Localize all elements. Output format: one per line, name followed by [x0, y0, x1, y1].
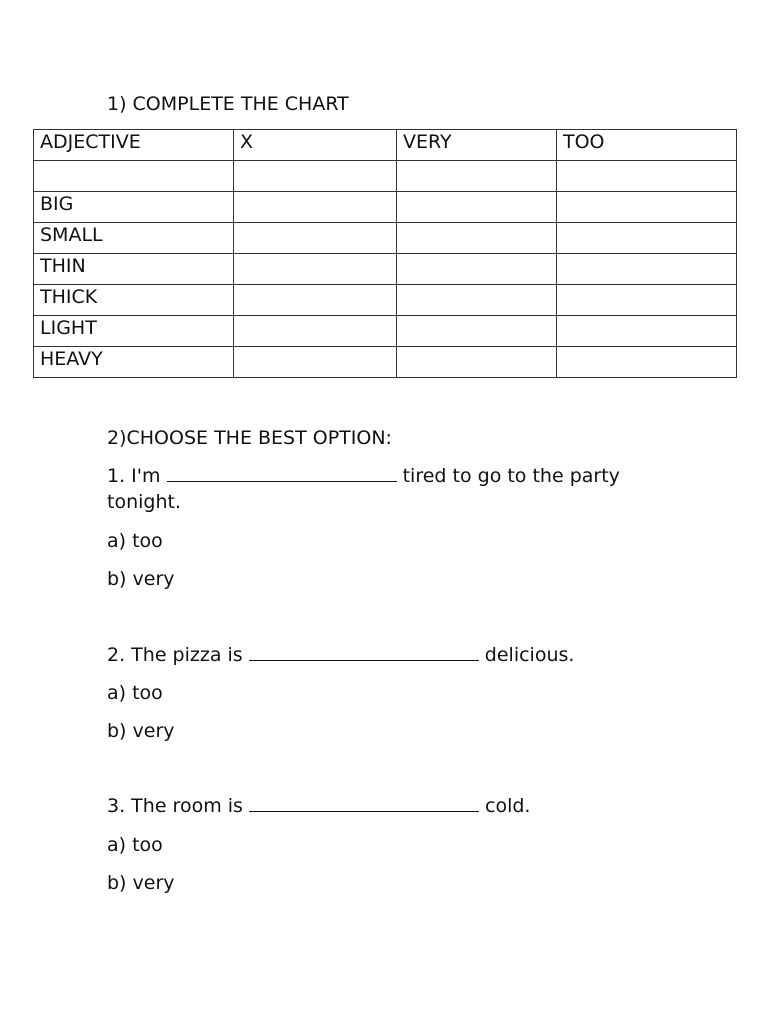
- header-too: TOO: [557, 130, 737, 161]
- question-text-after: tired to go to the party tonight.: [107, 465, 620, 513]
- table-row: [34, 254, 737, 285]
- adjective-cell: SMALL: [34, 223, 234, 254]
- blank-cell[interactable]: [234, 223, 397, 254]
- blank-cell[interactable]: [234, 285, 397, 316]
- blank-cell[interactable]: [557, 161, 737, 192]
- blank-cell[interactable]: [397, 285, 557, 316]
- table-row: [34, 285, 737, 316]
- option-b[interactable]: b) very: [107, 568, 175, 590]
- blank-cell[interactable]: [397, 223, 557, 254]
- chart-header-row: [34, 130, 737, 161]
- answer-blank[interactable]: [249, 642, 479, 661]
- blank-cell[interactable]: [557, 285, 737, 316]
- adjective-cell: THIN: [34, 254, 234, 285]
- option-a[interactable]: a) too: [107, 834, 163, 856]
- blank-cell[interactable]: [397, 347, 557, 378]
- blank-cell[interactable]: [557, 223, 737, 254]
- question-text-before: 1. I'm: [107, 465, 161, 487]
- answer-blank[interactable]: [249, 793, 479, 812]
- option-a[interactable]: a) too: [107, 530, 163, 552]
- header-adjective: ADJECTIVE: [34, 130, 234, 161]
- adjective-cell: LIGHT: [34, 316, 234, 347]
- question-text-after: delicious.: [484, 644, 575, 666]
- blank-cell[interactable]: [234, 254, 397, 285]
- adjective-cell: HEAVY: [34, 347, 234, 378]
- question-text-before: 2. The pizza is: [107, 644, 243, 666]
- blank-cell[interactable]: [397, 316, 557, 347]
- adjective-cell: BIG: [34, 192, 234, 223]
- option-a[interactable]: a) too: [107, 682, 163, 704]
- blank-cell[interactable]: [557, 254, 737, 285]
- blank-cell[interactable]: [397, 192, 557, 223]
- blank-cell[interactable]: [557, 316, 737, 347]
- option-b[interactable]: b) very: [107, 872, 175, 894]
- header-very: VERY: [397, 130, 557, 161]
- blank-cell[interactable]: [234, 192, 397, 223]
- adjective-cell: [34, 161, 234, 192]
- section2-title: 2)CHOOSE THE BEST OPTION:: [107, 427, 392, 449]
- blank-cell[interactable]: [397, 254, 557, 285]
- table-row: [34, 192, 737, 223]
- question-1: [107, 463, 667, 515]
- question-text-after: cold.: [485, 795, 531, 817]
- table-row: [34, 347, 737, 378]
- blank-cell[interactable]: [557, 347, 737, 378]
- question-2: [107, 642, 667, 668]
- table-row: [34, 223, 737, 254]
- question-text-before: 3. The room is: [107, 795, 243, 817]
- blank-cell[interactable]: [397, 161, 557, 192]
- table-row: [34, 161, 737, 192]
- blank-cell[interactable]: [234, 161, 397, 192]
- table-row: [34, 316, 737, 347]
- adjective-cell: THICK: [34, 285, 234, 316]
- section1-title: 1) COMPLETE THE CHART: [107, 93, 349, 115]
- answer-blank[interactable]: [167, 463, 397, 482]
- blank-cell[interactable]: [234, 316, 397, 347]
- blank-cell[interactable]: [557, 192, 737, 223]
- question-3: [107, 793, 667, 819]
- header-x: X: [234, 130, 397, 161]
- option-b[interactable]: b) very: [107, 720, 175, 742]
- adjective-chart: [33, 129, 737, 378]
- blank-cell[interactable]: [234, 347, 397, 378]
